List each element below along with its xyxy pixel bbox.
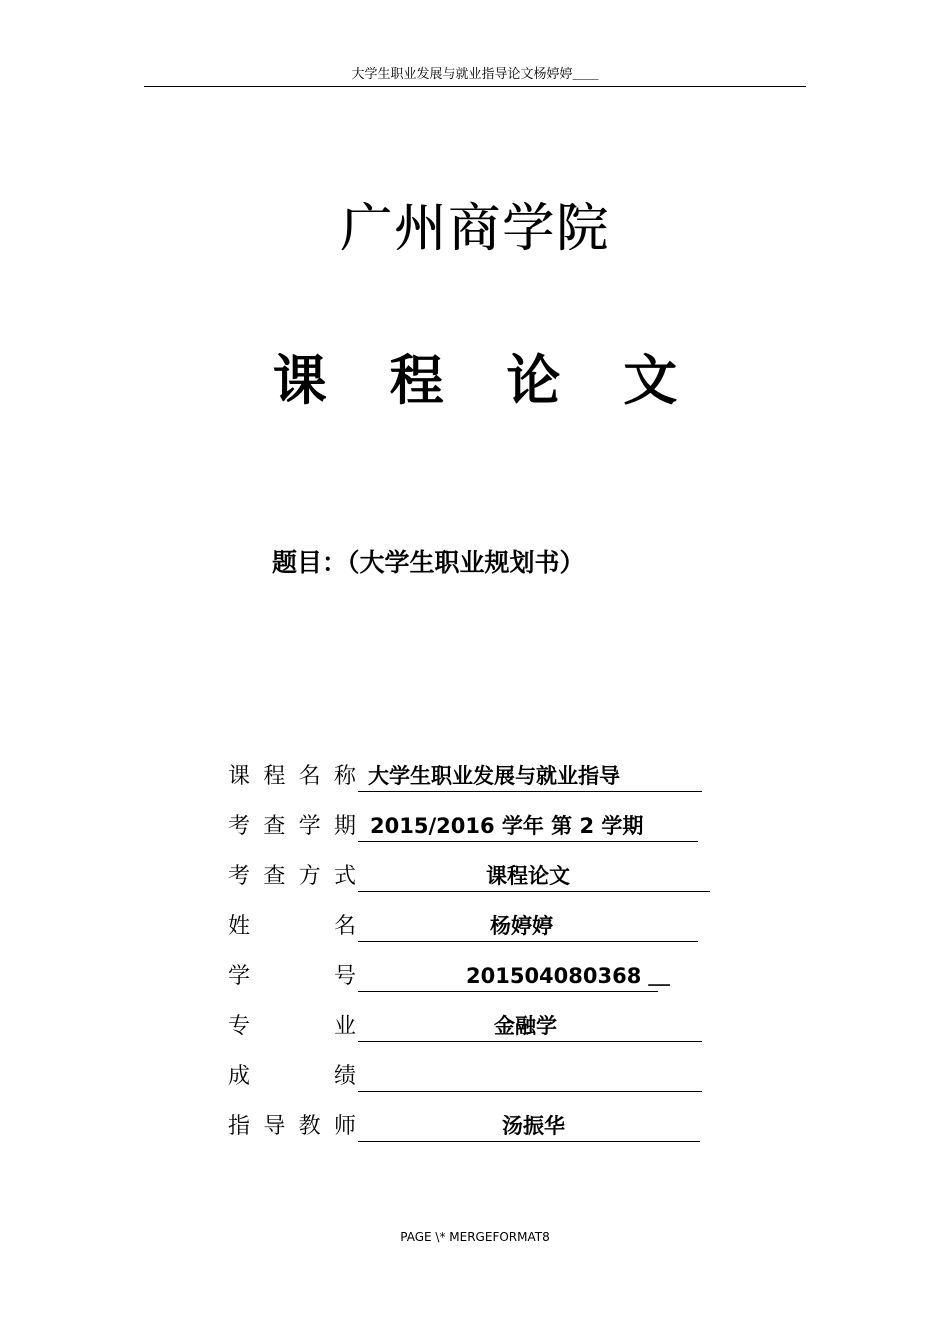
thesis-subject: 题目：（大学生职业规划书）: [272, 548, 585, 577]
field-assessment-method: [228, 842, 710, 892]
school-name: 广州商学院: [339, 199, 610, 259]
cover-info-form: [228, 742, 710, 1142]
field-grade: [228, 1042, 710, 1092]
field-label: 成 绩: [228, 1064, 356, 1089]
field-label: 指 导 教 师: [228, 1114, 356, 1139]
page-header: 大学生职业发展与就业指导论文杨婷婷＿＿: [144, 66, 806, 87]
grade-value: [358, 1062, 702, 1092]
field-label: 考 查 学 期: [228, 814, 356, 839]
page-footer: PAGE \* MERGEFORMAT8: [400, 1230, 550, 1244]
field-label: 学 号: [228, 964, 356, 989]
course-name-value: 大学生职业发展与就业指导: [358, 762, 702, 792]
field-label: 考 查 方 式: [228, 864, 356, 889]
document-type-title: 课 程 论 文: [272, 348, 700, 412]
field-student-id: [228, 942, 710, 992]
field-label: 专 业: [228, 1014, 356, 1039]
field-semester: [228, 792, 710, 842]
field-major: [228, 992, 710, 1042]
field-name: [228, 892, 710, 942]
field-course-name: [228, 742, 710, 792]
student-name-value: 杨婷婷: [358, 912, 698, 942]
major-value: 金融学: [358, 1012, 702, 1042]
field-label: 课 程 名 称: [228, 764, 356, 789]
student-id-value: 201504080368 ＿: [358, 962, 658, 992]
field-advisor: [228, 1092, 710, 1142]
advisor-value: 汤振华: [358, 1112, 700, 1142]
assessment-method-value: 课程论文: [358, 862, 710, 892]
semester-value: 2015/2016 学年 第 2 学期: [358, 812, 698, 842]
field-label: 姓 名: [228, 914, 356, 939]
